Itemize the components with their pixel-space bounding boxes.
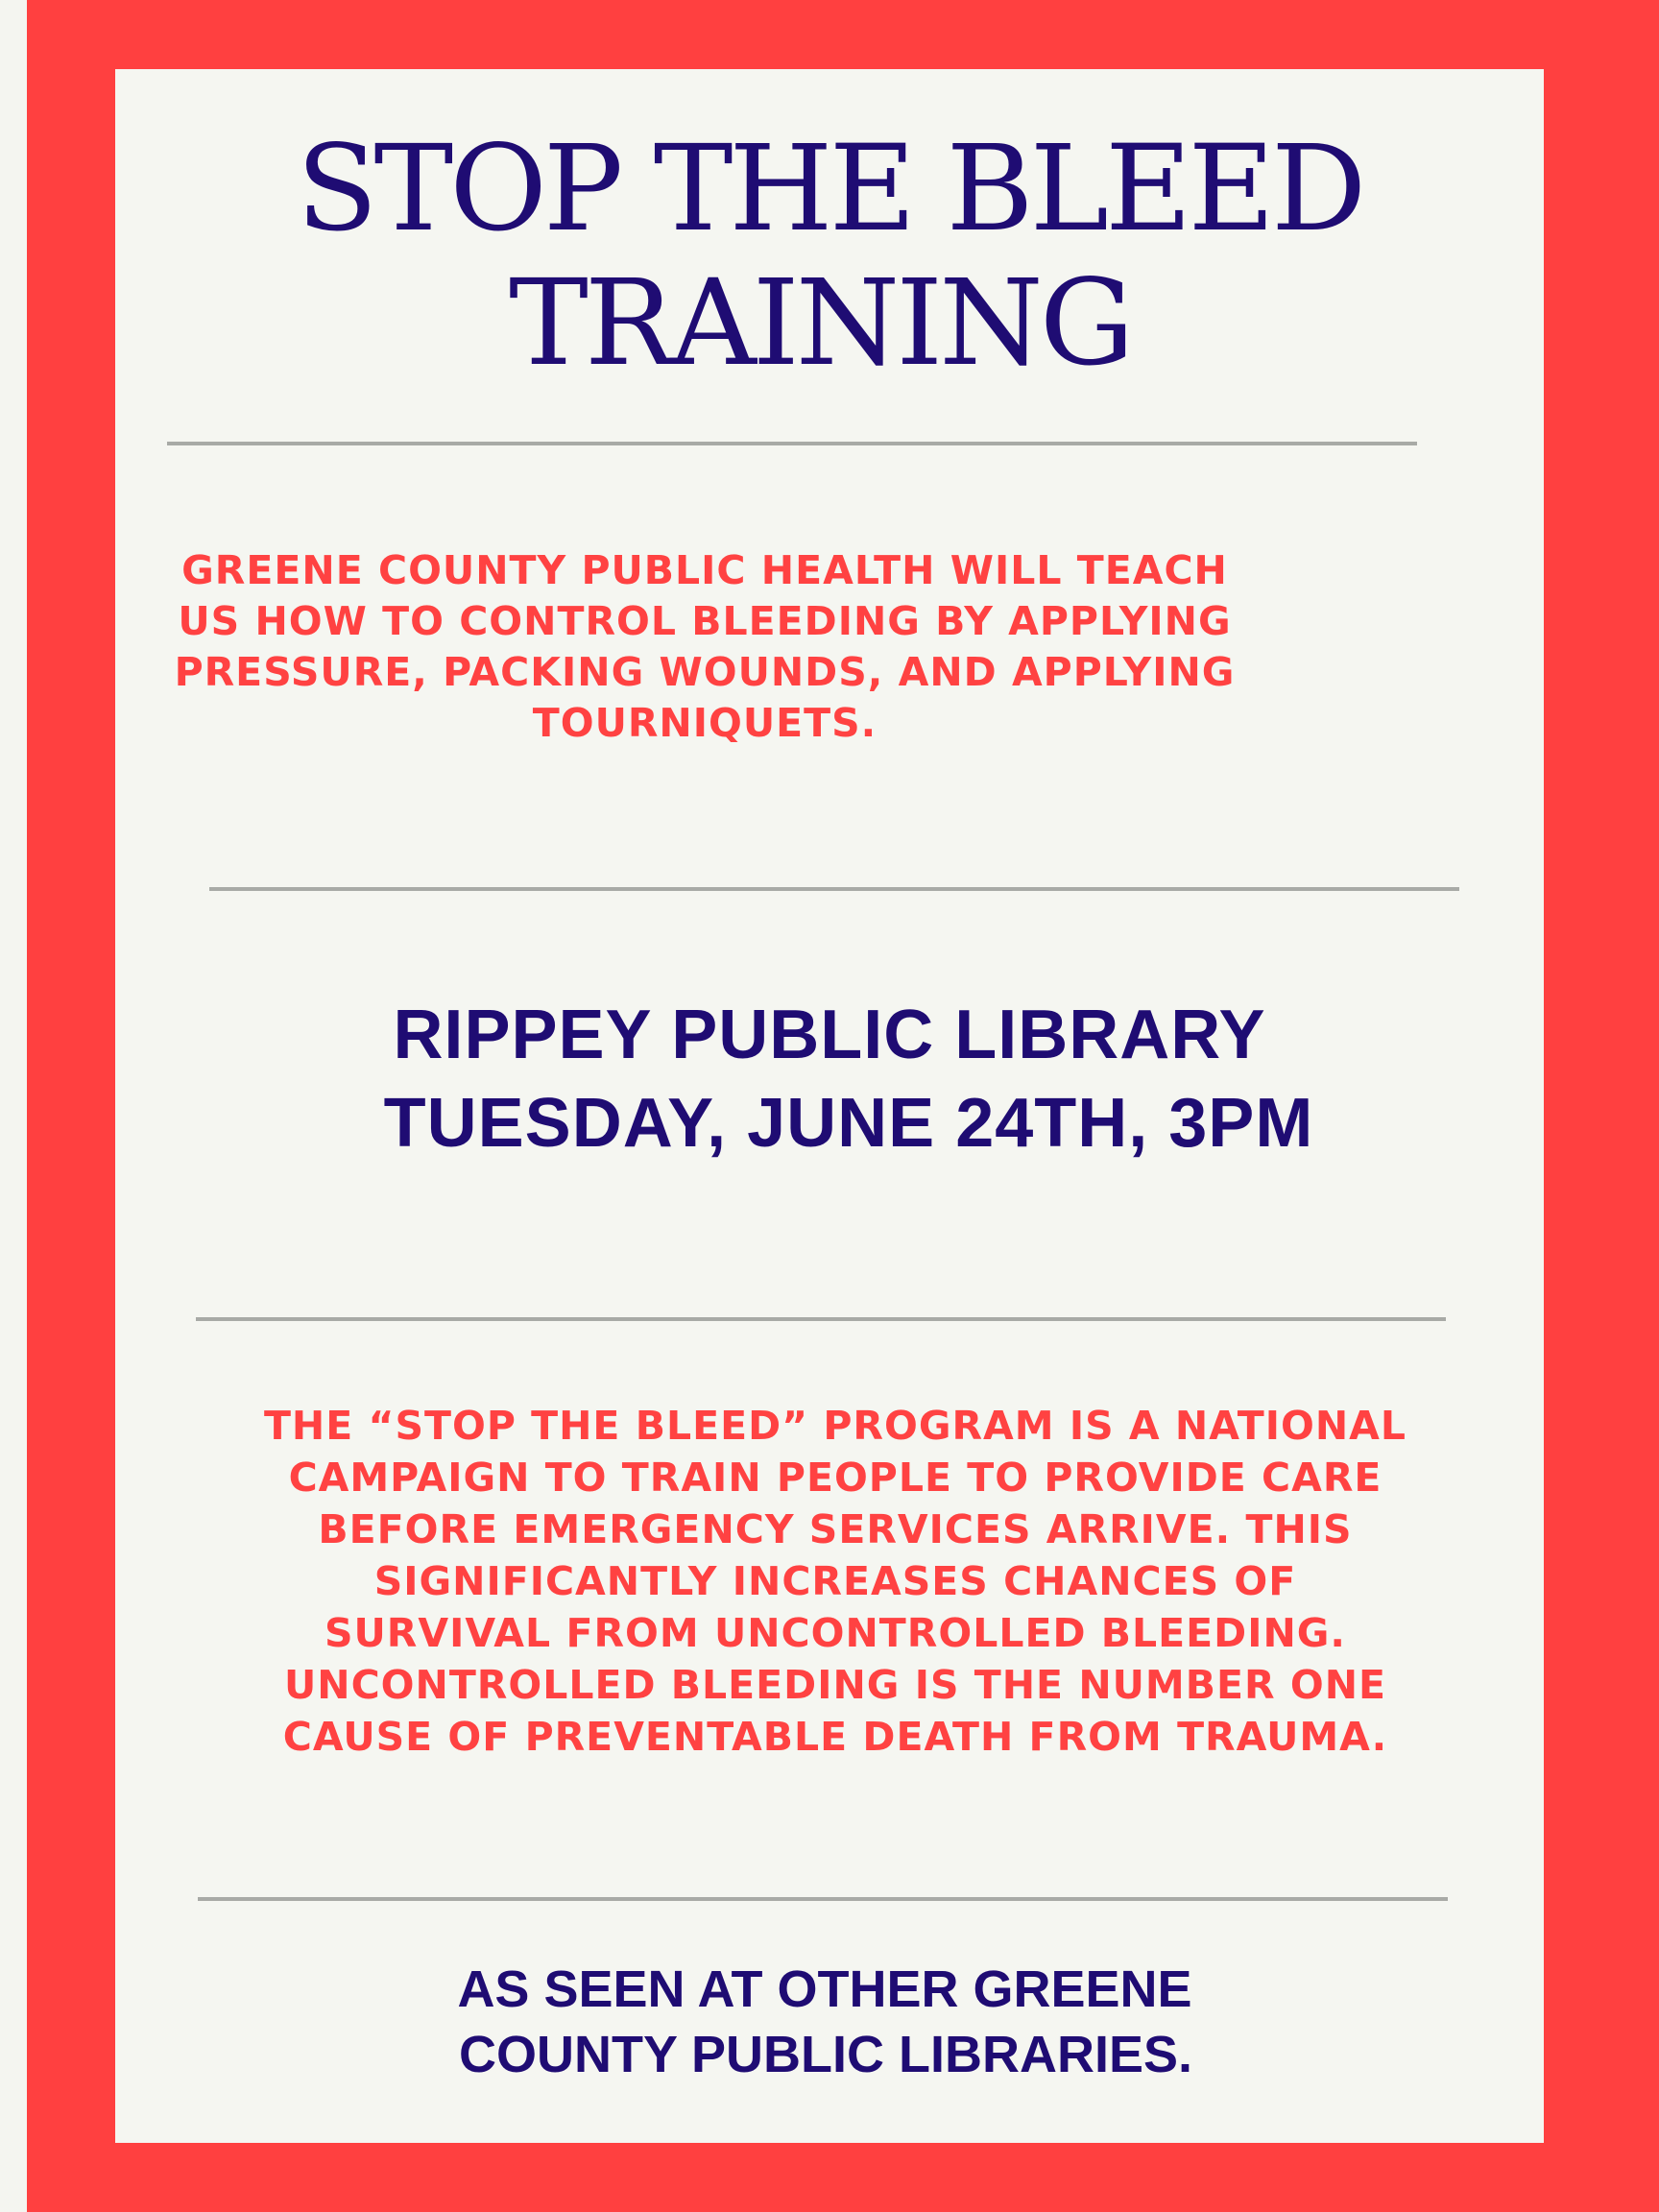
divider-1 [167, 442, 1417, 445]
intro-text [115, 545, 1294, 749]
poster-panel [115, 69, 1544, 2143]
title-line-2: TRAINING [509, 254, 1131, 393]
program-description [115, 1400, 1555, 1763]
program-line: BEFORE EMERGENCY SERVICES ARRIVE. THIS [318, 1506, 1353, 1552]
divider-2 [209, 887, 1459, 891]
closing-line: COUNTY PUBLIC LIBRARIES. [458, 2026, 1193, 2083]
intro-line: PRESSURE, PACKING WOUNDS, AND APPLYING [174, 649, 1236, 695]
divider-3 [196, 1317, 1446, 1321]
poster-title [115, 122, 1544, 391]
closing-note [115, 1957, 1544, 2087]
program-line: SURVIVAL FROM UNCONTROLLED BLEEDING. [324, 1610, 1346, 1656]
title-line-1: STOP THE BLEED [296, 120, 1363, 258]
intro-line: GREENE COUNTY PUBLIC HEALTH WILL TEACH [181, 547, 1228, 593]
intro-line: US HOW TO CONTROL BLEEDING BY APPLYING [178, 598, 1232, 644]
program-line: CAUSE OF PREVENTABLE DEATH FROM TRAUMA. [282, 1714, 1388, 1760]
intro-line: TOURNIQUETS. [532, 700, 878, 746]
program-line: THE “STOP THE BLEED” PROGRAM IS A NATIONAL [263, 1403, 1407, 1449]
event-location: RIPPEY PUBLIC LIBRARY [393, 997, 1266, 1073]
program-line: UNCONTROLLED BLEEDING IS THE NUMBER ONE [283, 1662, 1387, 1708]
program-line: CAMPAIGN TO TRAIN PEOPLE TO PROVIDE CARE [288, 1455, 1382, 1501]
closing-line: AS SEEN AT OTHER GREENE [457, 1960, 1192, 2018]
program-line: SIGNIFICANTLY INCREASES CHANCES OF [373, 1558, 1297, 1604]
divider-4 [198, 1897, 1448, 1901]
event-datetime: TUESDAY, JUNE 24TH, 3PM [383, 1085, 1314, 1162]
event-details [115, 991, 1544, 1167]
